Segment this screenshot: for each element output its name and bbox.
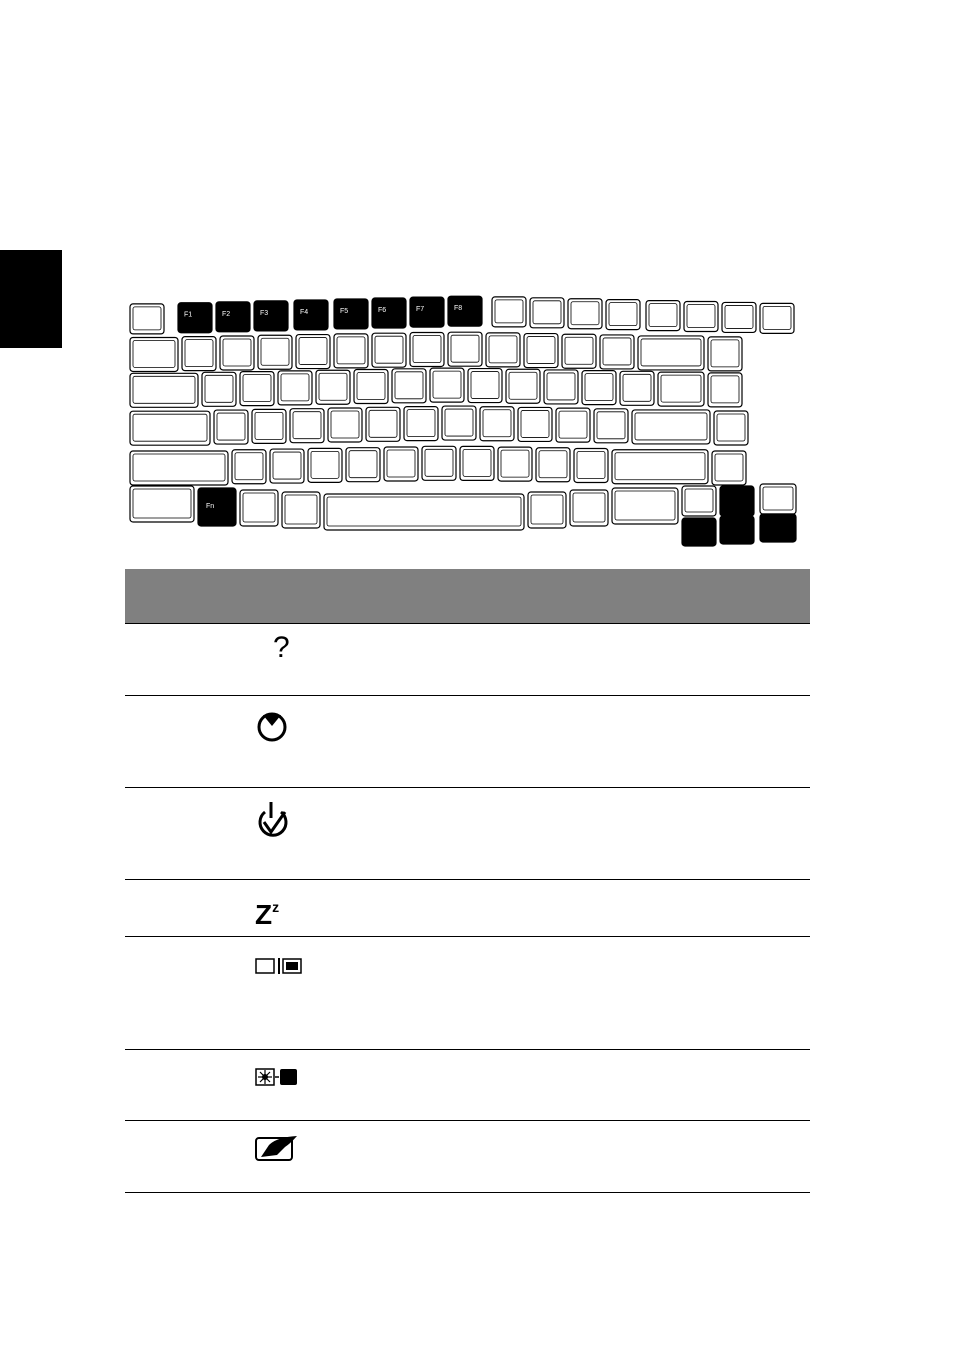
key-face: [615, 453, 705, 480]
key-face: [687, 305, 715, 328]
key-face: [395, 372, 423, 399]
key-face: [133, 489, 191, 518]
key-face: [685, 489, 713, 512]
space-bar-face: [327, 497, 521, 526]
key-face: [495, 300, 523, 323]
key-face: [133, 376, 195, 403]
key-face: [299, 338, 327, 365]
key-face: [489, 336, 517, 363]
function-key-label: F4: [300, 308, 309, 316]
key-face: [571, 302, 599, 325]
arrow-down-key-face: [723, 519, 751, 540]
function-key-label: F2: [222, 310, 231, 318]
function-key-label: F7: [416, 306, 425, 314]
key-face: [311, 451, 339, 478]
key-face: [711, 376, 739, 403]
key-face: [609, 303, 637, 326]
screen-blank-icon: [255, 1067, 299, 1092]
table-row: [125, 880, 810, 937]
key-face: [615, 491, 675, 520]
key-face: [531, 495, 563, 524]
key-face: [293, 412, 321, 439]
key-face: [649, 304, 677, 327]
key-face: [573, 493, 605, 522]
function-key-label: F5: [340, 307, 349, 315]
key-face: [205, 375, 233, 402]
function-key-label: F8: [454, 305, 463, 313]
table-row: [125, 624, 810, 696]
key-face: [407, 410, 435, 437]
key-face: [715, 454, 743, 481]
key-face: [711, 340, 739, 367]
system-property-icon: [255, 708, 289, 747]
key-face: [261, 338, 289, 365]
key-face: [603, 338, 631, 365]
hotkey-table: [125, 569, 810, 1193]
key-face: [521, 410, 549, 437]
key-face: [471, 372, 499, 399]
key-face: [133, 414, 207, 441]
key-face: [577, 451, 605, 478]
key-face: [255, 412, 283, 439]
arrow-right-key-face: [763, 517, 793, 538]
key-face: [243, 493, 275, 522]
key-face: [539, 451, 567, 478]
key-face: [185, 340, 213, 367]
arrow-left-key-face: [685, 521, 713, 542]
table-row: [125, 1050, 810, 1121]
key-face: [641, 339, 701, 366]
key-face: [483, 410, 511, 437]
key-face: [433, 371, 461, 398]
table-header: [125, 569, 810, 624]
function-key-label: F6: [378, 307, 387, 315]
key-face: [387, 450, 415, 477]
key-face: [763, 487, 793, 510]
table-row: [125, 937, 810, 1050]
key-face: [597, 412, 625, 439]
key-face: [281, 374, 309, 401]
keyboard-illustration: [126, 288, 810, 550]
key-face: [623, 374, 651, 401]
touchpad-toggle-icon: [255, 1133, 299, 1166]
key-face: [357, 373, 385, 400]
display-toggle-icon: [255, 957, 303, 980]
arrow-up-key-face: [723, 489, 751, 512]
table-row: [125, 788, 810, 880]
key-face: [763, 306, 791, 329]
function-key-label: F1: [184, 311, 193, 319]
key-face: [349, 451, 377, 478]
key-face: [547, 373, 575, 400]
chapter-side-tab: [0, 250, 62, 348]
key-face: [425, 449, 453, 476]
key-face: [369, 410, 397, 437]
key-face: [533, 301, 561, 324]
key-face: [133, 340, 175, 367]
key-face: [285, 495, 317, 524]
key-face: [559, 411, 587, 438]
key-face: [717, 414, 745, 441]
key-face: [661, 375, 701, 402]
key-face: [217, 413, 245, 440]
key-face: [331, 411, 359, 438]
key-face: [413, 336, 441, 363]
key-face: [565, 337, 593, 364]
table-row: [125, 1121, 810, 1193]
key-face: [133, 307, 161, 330]
key-face: [375, 336, 403, 363]
function-key-label: F3: [260, 309, 269, 317]
key-face: [635, 413, 707, 440]
key-face: [451, 335, 479, 362]
key-face: [133, 454, 225, 481]
key-face: [501, 450, 529, 477]
key-face: [509, 372, 537, 399]
fn-key-label: Fn: [206, 503, 215, 510]
key-face: [585, 374, 613, 401]
key-face: [445, 409, 473, 436]
help-icon: ?: [273, 631, 290, 664]
key-face: [243, 375, 271, 402]
key-face: [319, 373, 347, 400]
key-face: [235, 453, 263, 480]
key-face: [725, 305, 753, 328]
key-face: [223, 339, 251, 366]
table-row: [125, 696, 810, 788]
key-face: [463, 449, 491, 476]
key-face: [273, 452, 301, 479]
key-face: [337, 337, 365, 364]
key-face: [527, 337, 555, 364]
power-scheme-icon: [255, 800, 291, 845]
sleep-icon: $Z^z$: [255, 899, 280, 930]
